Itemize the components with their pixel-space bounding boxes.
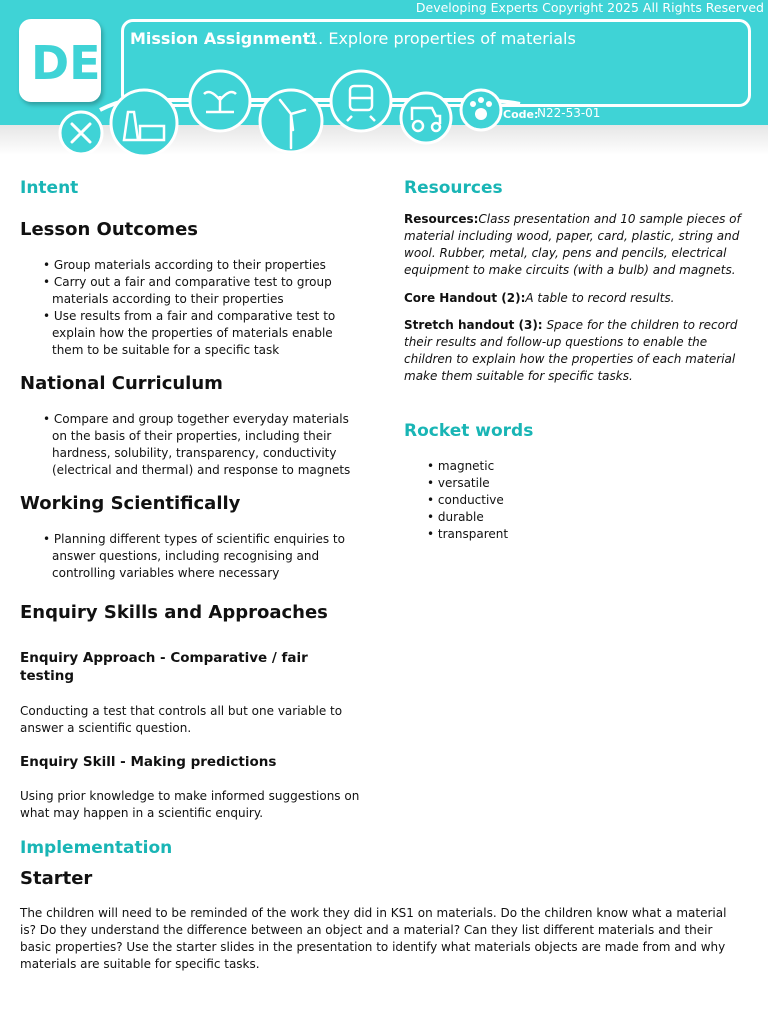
- starter-text: The children will need to be reminded of the work they did in KS1 on materials. Do the children know what a material is? Do they understand the difference between an object and a material? Can they list different materials and their basic properties? Use the starter slides in the presentation to identify what materials objects are made from and why materials are suitable for specific tasks.: [20, 906, 727, 971]
- factory-icon: [111, 90, 177, 156]
- mission-title: 1. Explore properties of materials: [308, 29, 576, 48]
- intent-heading: Intent: [20, 178, 79, 198]
- list-item: • conductive: [427, 492, 627, 509]
- tools-icon: [60, 112, 102, 154]
- resources-heading: Resources: [404, 178, 503, 198]
- list-item: • Carry out a fair and comparative test to group materials according to their properties: [43, 274, 343, 308]
- enquiry-skill-text: Using prior knowledge to make informed suggestions on what may happen in a scientific enquiry.: [20, 789, 360, 820]
- starter-heading: Starter: [20, 868, 93, 889]
- stretch-handout-paragraph: [404, 317, 749, 385]
- list-item: • Use results from a fair and comparative test to explain how the properties of materials enable them to be suitable for a specific task: [43, 308, 343, 359]
- copyright-text: Developing Experts Copyright 2025 All Rights Reserved: [415, 0, 764, 15]
- core-handout-text: A table to record results.: [525, 291, 675, 305]
- rocket-words-heading: Rocket words: [404, 421, 534, 441]
- stretch-handout-label: Stretch handout (3):: [404, 318, 543, 332]
- working-scientifically-heading: Working Scientifically: [20, 493, 241, 514]
- list-item: • versatile: [427, 475, 627, 492]
- core-handout-label: Core Handout (2):: [404, 291, 526, 305]
- wind-turbine-icon: [260, 90, 322, 152]
- stretch-handout-text: Space for the children to record their results and follow-up questions to enable the children to explain how the properties of each material make them suitable for specific tasks.: [404, 318, 738, 383]
- list-item: • durable: [427, 509, 627, 526]
- paw-icon: [461, 90, 501, 130]
- rocket-words-list: [427, 458, 627, 543]
- list-item: • Group materials according to their properties: [43, 257, 343, 274]
- code-value: N22-53-01: [537, 106, 601, 120]
- national-curriculum-heading: National Curriculum: [20, 373, 223, 394]
- core-handout-paragraph: [404, 290, 749, 307]
- list-item: • Planning different types of scientific enquiries to answer questions, including recognising and controlling variables where necessary: [43, 531, 353, 582]
- lesson-outcomes-list: [43, 257, 343, 359]
- enquiry-skills-heading: Enquiry Skills and Approaches: [20, 602, 328, 623]
- national-curriculum-list: [43, 411, 353, 479]
- resources-text: Class presentation and 10 sample pieces of material including wood, paper, card, plastic, string and wool. Rubber, metal, clay, pens and pencils, electrical equipment to make circuits (with a bulb) and magnets.: [404, 212, 741, 277]
- mission-label: Mission Assignment:: [130, 29, 317, 48]
- list-item: • Compare and group together everyday materials on the basis of their properties, including their hardness, solubility, transparency, conductivity (electrical and thermal) and response to magnets: [43, 411, 353, 479]
- enquiry-skill-heading: Enquiry Skill - Making predictions: [20, 754, 277, 770]
- enquiry-approach-heading: Enquiry Approach - Comparative / fair testing: [20, 650, 308, 684]
- code-label: Code:: [503, 108, 539, 121]
- working-scientifically-list: [43, 531, 353, 582]
- list-item: • magnetic: [427, 458, 627, 475]
- resources-label: Resources:: [404, 212, 479, 226]
- train-icon: [331, 71, 391, 131]
- list-item: • transparent: [427, 526, 627, 543]
- topic-icons: [0, 0, 768, 160]
- plant-icon: [190, 71, 250, 131]
- enquiry-approach-text: Conducting a test that controls all but one variable to answer a scientific question.: [20, 704, 343, 735]
- logo-letter-d: DE: [31, 36, 101, 90]
- resources-paragraph: [404, 211, 749, 279]
- lesson-outcomes-heading: Lesson Outcomes: [20, 219, 198, 240]
- tractor-icon: [401, 93, 451, 143]
- implementation-heading: Implementation: [20, 838, 173, 858]
